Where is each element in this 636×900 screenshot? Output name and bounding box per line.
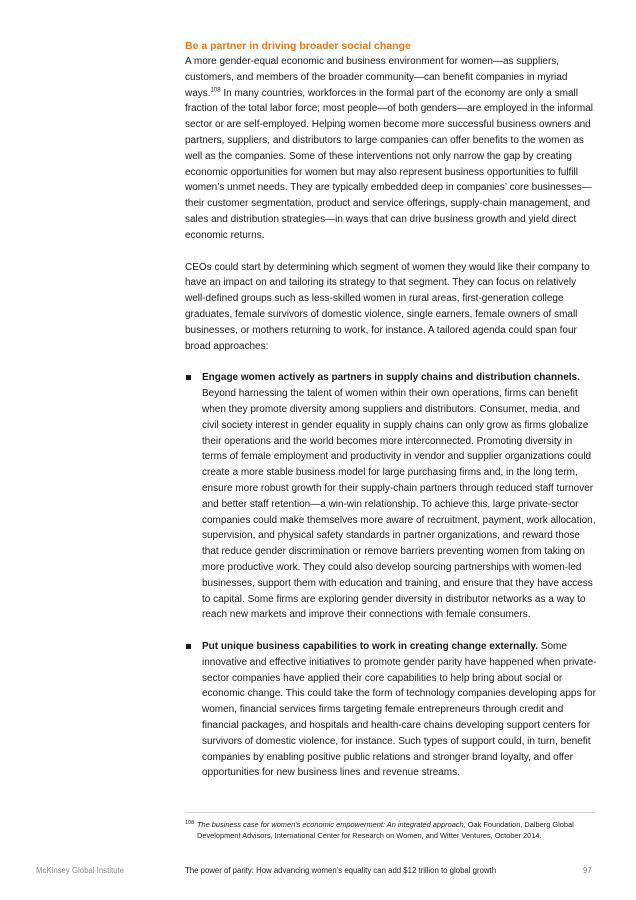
main-content bbox=[185, 38, 597, 781]
footnote-source-title: The business case for women’s economic empowerment: An integrated approach bbox=[197, 820, 464, 829]
list-item-text: Beyond harnessing the talent of women within their own operations, firms can benefit when they promote diversity among suppliers and distributors. Consumer, media, and civil society interest in gender equality in supply chains can only grow as firms globalize their operations and the world becomes more interconnected. Promoting diversity in terms of female employment and productivity in vendor and supplier organizations could create a more stable business model for large purchasing firms and, in the long term, ensure more robust growth for their supply-chain partners through reduced staff turnover and better staff retention—a win-win relationship. To achieve this, large private-sector companies could make themselves more aware of recruitment, payment, work allocation, supervision, and physical safety standards in partner organizations, and reward those that reduce gender discrimination or remove barriers preventing women from taking on more productive work. They could also develop sourcing partnerships with women-led businesses, support them with education and training, and ensure that they have access to capital. Some firms are exploring gender diversity in distributor networks as a way to reach new markets and improve their connections with female consumers. bbox=[202, 388, 596, 621]
paragraph-intro bbox=[185, 54, 597, 244]
footnote-reference[interactable]: 108 bbox=[210, 87, 221, 94]
paragraph-intro-text: A more gender-equal economic and business environment for women—as suppliers, customers, and members of the broader community—can benefit companies in myriad ways. bbox=[185, 56, 568, 99]
list-item-text: Some innovative and effective initiatives to promote gender parity have happened when private-sector companies have applied their core capabilities to help bring about social or economic change. This could take the form of technology companies developing apps for women, financial services firms targeting female entrepreneurs through credit and financial packages, and hospitals and health-care chains developing support centers for survivors of domestic violence, for instance. Such types of support could, in turn, benefit companies by enabling positive public relations and stronger brand loyalty, and offer opportunities for new business lines and revenue streams. bbox=[202, 641, 597, 779]
square-bullet-icon bbox=[186, 375, 191, 380]
approaches-list bbox=[185, 370, 597, 781]
footnote-number: 108 bbox=[185, 820, 195, 826]
footer-publisher: McKinsey Global Institute bbox=[36, 866, 124, 875]
page-number: 97 bbox=[583, 866, 592, 875]
footer-report-title: The power of parity: How advancing women’s equality can add $12 trillion to global growth bbox=[185, 866, 497, 875]
footnote-divider bbox=[185, 812, 595, 813]
footnote-source-details: , Oak Foundation, Dalberg Global Development Advisors, International Center for Research on Women, and Witter Ventures, October 2014. bbox=[197, 820, 574, 840]
footnote bbox=[185, 819, 595, 841]
list-item bbox=[185, 639, 597, 781]
list-item-title: Engage women actively as partners in supply chains and distribution channels. bbox=[202, 372, 580, 384]
section-heading: Be a partner in driving broader social change bbox=[185, 40, 411, 52]
list-item bbox=[185, 370, 597, 623]
list-item-title: Put unique business capabilities to work in creating change externally. bbox=[202, 641, 539, 653]
paragraph-intro-text-cont: In many countries, workforces in the formal part of the economy are only a small fraction of the total labor force; most people—of both genders—are employed in the informal sector or are self-employed. Helping women become more successful business owners and partners, suppliers, and distributors to large companies can offer benefits to the women as well as the companies. Some of these interventions not only narrow the gap by creating economic opportunities for women but may also represent business opportunities to fulfill women’s unmet needs. They are typically embedded deep in companies’ core businesses—their customer segmentation, product and service offerings, supply-chain management, and sales and distribution strategies—in ways that can drive business growth and yield direct economic returns. bbox=[185, 87, 594, 241]
paragraph-ceo: CEOs could start by determining which segment of women they would like their company to have an impact on and tailoring its strategy to that segment. They can focus on relatively well-defined groups such as less-skilled women in rural areas, first-generation college graduates, female survivors of domestic violence, single earners, female owners of small businesses, or mothers returning to work, for instance. A tailored agenda could span four broad approaches: bbox=[185, 261, 590, 352]
square-bullet-icon bbox=[186, 644, 191, 649]
